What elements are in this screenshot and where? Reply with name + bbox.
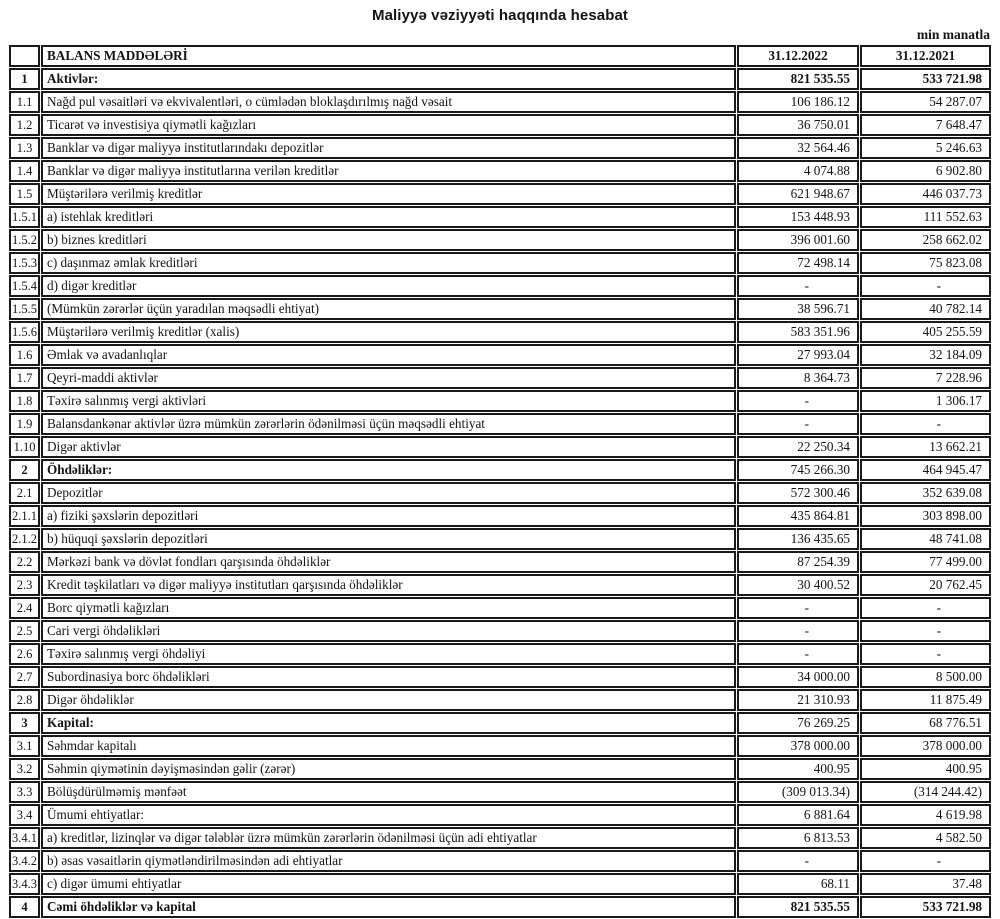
value-2021-cell: 4 582.50 — [860, 827, 991, 849]
value-2021-cell: - — [860, 597, 991, 619]
value-2021-cell: 6 902.80 — [860, 160, 991, 182]
row-number-cell: 1.5 — [9, 183, 40, 205]
row-label-cell: Aktivlər: — [41, 68, 736, 90]
row-label-cell: Ticarət və investisiya qiymətli kağızları — [41, 114, 736, 136]
value-2021-cell: 378 000.00 — [860, 735, 991, 757]
value-2021-cell: 446 037.73 — [860, 183, 991, 205]
row-label-cell: d) digər kreditlər — [41, 275, 736, 297]
row-number-cell: 1.8 — [9, 390, 40, 412]
unit-note: min manatla — [916, 27, 990, 42]
row-label-cell: a) istehlak kreditləri — [41, 206, 736, 228]
row-label-cell: Banklar və digər maliyyə institutlarına verilən kreditlər — [41, 160, 736, 182]
table-row — [9, 758, 991, 780]
row-number-cell: 3.4.1 — [9, 827, 40, 849]
row-label-cell: Mərkəzi bank və dövlət fondları qarşısında öhdəliklər — [41, 551, 736, 573]
header-col-2021: 31.12.2021 — [860, 45, 991, 67]
value-2022-cell: 396 001.60 — [737, 229, 859, 251]
value-2022-cell: - — [737, 620, 859, 642]
value-2021-cell: 48 741.08 — [860, 528, 991, 550]
row-label-cell: Qeyri-maddi aktivlər — [41, 367, 736, 389]
header-col-2022: 31.12.2022 — [737, 45, 859, 67]
table-row — [9, 390, 991, 412]
row-number-cell: 1.1 — [9, 91, 40, 113]
value-2021-cell: 303 898.00 — [860, 505, 991, 527]
value-2022-cell: 76 269.25 — [737, 712, 859, 734]
table-row — [9, 827, 991, 849]
value-2021-cell: 5 246.63 — [860, 137, 991, 159]
table-row — [9, 459, 991, 481]
value-2022-cell: 8 364.73 — [737, 367, 859, 389]
value-2021-cell: 77 499.00 — [860, 551, 991, 573]
table-row — [9, 367, 991, 389]
row-number-cell: 3.4.3 — [9, 873, 40, 895]
header-label-cell: BALANS MADDƏLƏRİ — [41, 45, 736, 67]
table-row — [9, 91, 991, 113]
value-2022-cell: 572 300.46 — [737, 482, 859, 504]
value-2021-cell: 37.48 — [860, 873, 991, 895]
row-number-cell: 2.4 — [9, 597, 40, 619]
row-number-cell: 1.5.6 — [9, 321, 40, 343]
row-number-cell: 2.1.1 — [9, 505, 40, 527]
row-label-cell: Müştərilərə verilmiş kreditlər — [41, 183, 736, 205]
row-label-cell: c) digər ümumi ehtiyatlar — [41, 873, 736, 895]
value-2022-cell: 153 448.93 — [737, 206, 859, 228]
value-2021-cell: 68 776.51 — [860, 712, 991, 734]
row-number-cell: 3 — [9, 712, 40, 734]
value-2021-cell: 11 875.49 — [860, 689, 991, 711]
row-label-cell: Digər aktivlər — [41, 436, 736, 458]
value-2022-cell: 621 948.67 — [737, 183, 859, 205]
table-row — [9, 206, 991, 228]
row-label-cell: Təxirə salınmış vergi aktivləri — [41, 390, 736, 412]
row-label-cell: Nağd pul vəsaitləri və ekvivalentləri, o cümlədən bloklaşdırılmış nağd vəsait — [41, 91, 736, 113]
row-label-cell: Səhmdar kapitalı — [41, 735, 736, 757]
table-row — [9, 436, 991, 458]
value-2022-cell: 72 498.14 — [737, 252, 859, 274]
table-row — [9, 597, 991, 619]
value-2021-cell: 533 721.98 — [860, 68, 991, 90]
table-row — [9, 528, 991, 550]
table-row — [9, 183, 991, 205]
table-row — [9, 873, 991, 895]
row-number-cell: 3.3 — [9, 781, 40, 803]
table-row — [9, 551, 991, 573]
value-2021-cell: 8 500.00 — [860, 666, 991, 688]
value-2022-cell: 27 993.04 — [737, 344, 859, 366]
row-number-cell: 1.7 — [9, 367, 40, 389]
table-row — [9, 160, 991, 182]
value-2022-cell: 821 535.55 — [737, 68, 859, 90]
value-2022-cell: 378 000.00 — [737, 735, 859, 757]
table-row — [9, 666, 991, 688]
value-2022-cell: (309 013.34) — [737, 781, 859, 803]
value-2022-cell: 4 074.88 — [737, 160, 859, 182]
value-2021-cell: 40 782.14 — [860, 298, 991, 320]
value-2022-cell: 38 596.71 — [737, 298, 859, 320]
header-num-cell — [9, 45, 40, 67]
value-2021-cell: - — [860, 413, 991, 435]
row-number-cell: 2.6 — [9, 643, 40, 665]
row-label-cell: c) daşınmaz əmlak kreditləri — [41, 252, 736, 274]
row-label-cell: Balansdankənar aktivlər üzrə mümkün zərərlərin ödənilməsi üçün məqsədli ehtiyat — [41, 413, 736, 435]
value-2021-cell: 13 662.21 — [860, 436, 991, 458]
value-2022-cell: 34 000.00 — [737, 666, 859, 688]
row-number-cell: 1.6 — [9, 344, 40, 366]
row-label-cell: Digər öhdəliklər — [41, 689, 736, 711]
value-2022-cell: 22 250.34 — [737, 436, 859, 458]
value-2021-cell: 4 619.98 — [860, 804, 991, 826]
table-row — [9, 505, 991, 527]
row-label-cell: Subordinasiya borc öhdəlikləri — [41, 666, 736, 688]
row-number-cell: 1.4 — [9, 160, 40, 182]
value-2022-cell: 106 186.12 — [737, 91, 859, 113]
value-2021-cell: (314 244.42) — [860, 781, 991, 803]
row-number-cell: 1.3 — [9, 137, 40, 159]
row-label-cell: Öhdəliklər: — [41, 459, 736, 481]
table-row — [9, 252, 991, 274]
table-row — [9, 298, 991, 320]
row-number-cell: 2.1 — [9, 482, 40, 504]
value-2022-cell: - — [737, 390, 859, 412]
table-row — [9, 275, 991, 297]
value-2021-cell: - — [860, 275, 991, 297]
value-2022-cell: 68.11 — [737, 873, 859, 895]
table-row — [9, 68, 991, 90]
value-2022-cell: - — [737, 413, 859, 435]
value-2021-cell: 75 823.08 — [860, 252, 991, 274]
value-2022-cell: - — [737, 275, 859, 297]
row-number-cell: 1.5.5 — [9, 298, 40, 320]
row-number-cell: 4 — [9, 896, 40, 918]
value-2021-cell: 20 762.45 — [860, 574, 991, 596]
row-number-cell: 3.2 — [9, 758, 40, 780]
value-2021-cell: 258 662.02 — [860, 229, 991, 251]
row-label-cell: Bölüşdürülməmiş mənfəət — [41, 781, 736, 803]
row-label-cell: Borc qiymətli kağızları — [41, 597, 736, 619]
value-2021-cell: 464 945.47 — [860, 459, 991, 481]
row-label-cell: b) biznes kreditləri — [41, 229, 736, 251]
value-2022-cell: 745 266.30 — [737, 459, 859, 481]
row-label-cell: Müştərilərə verilmiş kreditlər (xalis) — [41, 321, 736, 343]
table-row — [9, 735, 991, 757]
table-row — [9, 137, 991, 159]
value-2022-cell: - — [737, 850, 859, 872]
table-row — [9, 689, 991, 711]
row-number-cell: 2.3 — [9, 574, 40, 596]
table-row — [9, 620, 991, 642]
page-title: Maliyyə vəziyyəti haqqında hesabat — [372, 7, 628, 24]
table-row — [9, 781, 991, 803]
value-2021-cell: 111 552.63 — [860, 206, 991, 228]
value-2022-cell: 32 564.46 — [737, 137, 859, 159]
value-2022-cell: 583 351.96 — [737, 321, 859, 343]
row-label-cell: Cari vergi öhdəlikləri — [41, 620, 736, 642]
row-number-cell: 3.1 — [9, 735, 40, 757]
value-2021-cell: 54 287.07 — [860, 91, 991, 113]
row-label-cell: Cəmi öhdəliklər və kapital — [41, 896, 736, 918]
row-label-cell: b) əsas vəsaitlərin qiymətləndirilməsindən adi ehtiyatlar — [41, 850, 736, 872]
table-row — [9, 574, 991, 596]
table-row — [9, 413, 991, 435]
row-number-cell: 2.7 — [9, 666, 40, 688]
value-2021-cell: 400.95 — [860, 758, 991, 780]
value-2022-cell: 30 400.52 — [737, 574, 859, 596]
value-2022-cell: 400.95 — [737, 758, 859, 780]
value-2021-cell: 7 228.96 — [860, 367, 991, 389]
table-row — [9, 712, 991, 734]
table-row — [9, 114, 991, 136]
value-2021-cell: - — [860, 643, 991, 665]
row-label-cell: a) kreditlər, lizinqlər və digər tələblər üzrə mümkün zərərlərin ödənilməsi üçün adi ehtiyatlar — [41, 827, 736, 849]
row-label-cell: Depozitlər — [41, 482, 736, 504]
value-2021-cell: 533 721.98 — [860, 896, 991, 918]
table-row — [9, 643, 991, 665]
table-row — [9, 804, 991, 826]
value-2022-cell: 821 535.55 — [737, 896, 859, 918]
value-2021-cell: 405 255.59 — [860, 321, 991, 343]
value-2022-cell: 6 881.64 — [737, 804, 859, 826]
row-number-cell: 1.5.2 — [9, 229, 40, 251]
value-2022-cell: - — [737, 597, 859, 619]
row-label-cell: Kapital: — [41, 712, 736, 734]
row-label-cell: Səhmin qiymətinin dəyişməsindən gəlir (zərər) — [41, 758, 736, 780]
row-number-cell: 1 — [9, 68, 40, 90]
row-number-cell: 2.8 — [9, 689, 40, 711]
row-number-cell: 1.5.3 — [9, 252, 40, 274]
table-row — [9, 850, 991, 872]
value-2022-cell: 435 864.81 — [737, 505, 859, 527]
table-row — [9, 344, 991, 366]
row-number-cell: 3.4.2 — [9, 850, 40, 872]
value-2022-cell: 6 813.53 — [737, 827, 859, 849]
value-2022-cell: 87 254.39 — [737, 551, 859, 573]
table-row — [9, 482, 991, 504]
value-2021-cell: 1 306.17 — [860, 390, 991, 412]
row-number-cell: 1.2 — [9, 114, 40, 136]
value-2022-cell: 21 310.93 — [737, 689, 859, 711]
row-number-cell: 3.4 — [9, 804, 40, 826]
row-label-cell: Təxirə salınmış vergi öhdəliyi — [41, 643, 736, 665]
value-2021-cell: 32 184.09 — [860, 344, 991, 366]
row-number-cell: 1.10 — [9, 436, 40, 458]
value-2022-cell: 36 750.01 — [737, 114, 859, 136]
row-label-cell: Əmlak və avadanlıqlar — [41, 344, 736, 366]
value-2021-cell: 352 639.08 — [860, 482, 991, 504]
balance-sheet-table — [8, 44, 992, 919]
row-label-cell: Ümumi ehtiyatlar: — [41, 804, 736, 826]
table-row — [9, 229, 991, 251]
row-number-cell: 2.5 — [9, 620, 40, 642]
row-label-cell: b) hüquqi şəxslərin depozitləri — [41, 528, 736, 550]
row-number-cell: 1.5.1 — [9, 206, 40, 228]
row-number-cell: 2.1.2 — [9, 528, 40, 550]
row-number-cell: 2 — [9, 459, 40, 481]
value-2021-cell: - — [860, 620, 991, 642]
row-label-cell: a) fiziki şəxslərin depozitləri — [41, 505, 736, 527]
table-header-row — [9, 45, 991, 67]
table-row — [9, 896, 991, 918]
row-label-cell: Banklar və digər maliyyə institutlarındakı depozitlər — [41, 137, 736, 159]
row-label-cell: (Mümkün zərərlər üçün yaradılan məqsədli ehtiyat) — [41, 298, 736, 320]
table-row — [9, 321, 991, 343]
value-2021-cell: - — [860, 850, 991, 872]
value-2022-cell: 136 435.65 — [737, 528, 859, 550]
row-number-cell: 1.5.4 — [9, 275, 40, 297]
value-2021-cell: 7 648.47 — [860, 114, 991, 136]
value-2022-cell: - — [737, 643, 859, 665]
row-number-cell: 1.9 — [9, 413, 40, 435]
row-label-cell: Kredit təşkilatları və digər maliyyə institutları qarşısında öhdəliklər — [41, 574, 736, 596]
row-number-cell: 2.2 — [9, 551, 40, 573]
